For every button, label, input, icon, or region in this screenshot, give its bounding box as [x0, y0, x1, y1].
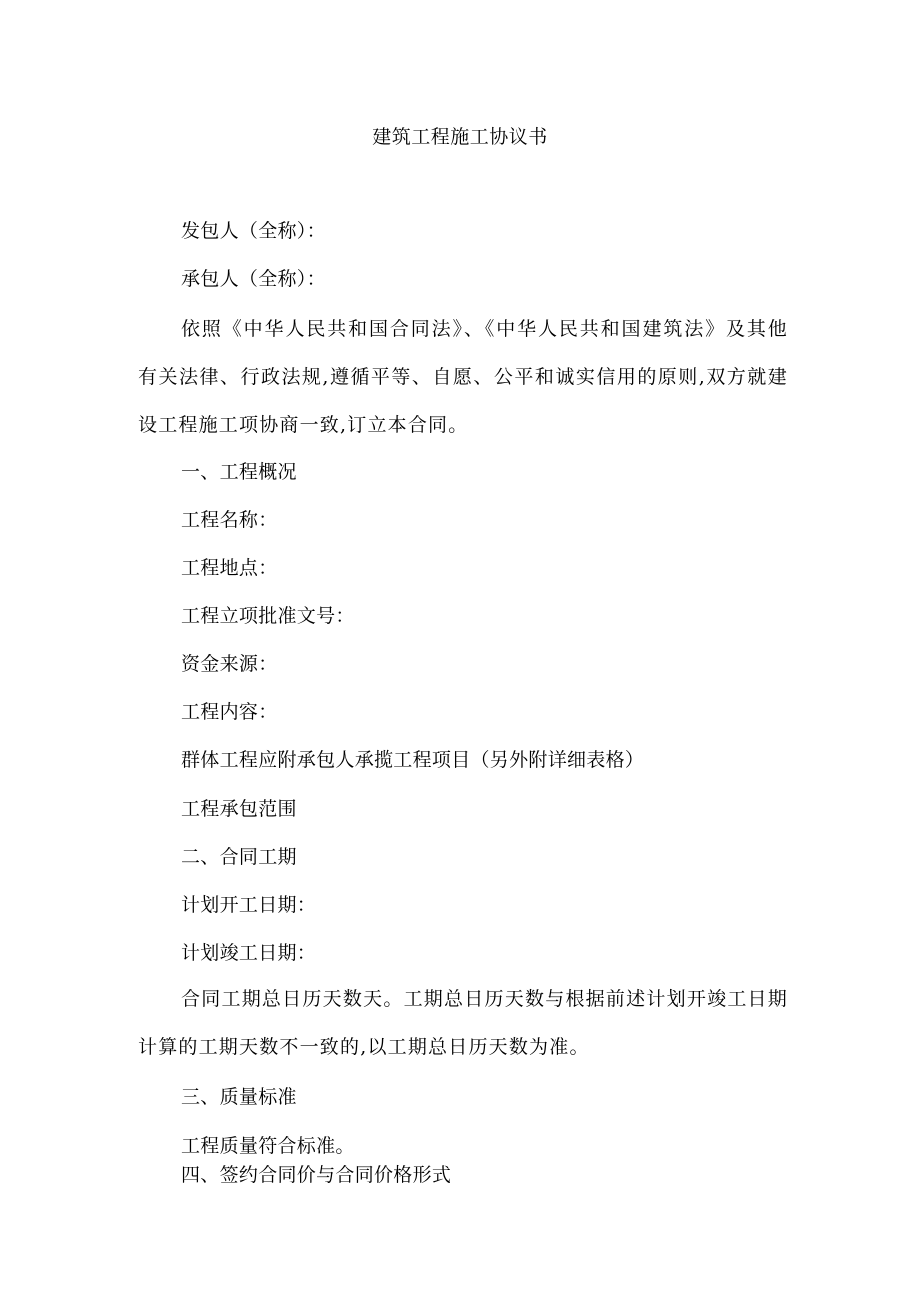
project-content-line: 工程内容：: [181, 701, 278, 723]
project-name-line: 工程名称：: [181, 509, 278, 531]
contract-scope-line: 工程承包范围: [181, 798, 297, 820]
project-location-line: 工程地点：: [181, 557, 278, 579]
section3-heading: 三、质量标准: [181, 1086, 297, 1108]
duration-paragraph: 合同工期总日历天数天。工期总日历天数与根据前述计划开竣工日期计算的工期天数不一致的,以工期总日历天数为准。: [138, 988, 788, 1058]
section1-heading: 一、工程概况: [181, 461, 297, 483]
section4-heading: 四、签约合同价与合同价格形式: [181, 1164, 452, 1186]
project-approval-line: 工程立项批准文号：: [181, 605, 355, 627]
quality-standard-line: 工程质量符合标准。: [181, 1135, 355, 1157]
funding-source-line: 资金来源：: [181, 653, 278, 675]
planned-finish-line: 计划竣工日期：: [181, 942, 317, 964]
employer-line: 发包人（全称）：: [181, 220, 326, 242]
preamble-paragraph: 依照《中华人民共和国合同法》、《中华人民共和国建筑法》及其他有关法律、行政法规,遵循平等、自愿、公平和诚实信用的原则,双方就建设工程施工项协商一致,订立本合同。: [138, 318, 788, 436]
planned-start-line: 计划开工日期：: [181, 894, 317, 916]
section2-heading: 二、合同工期: [181, 846, 297, 868]
document-title: 建筑工程施工协议书: [372, 126, 548, 148]
contractor-line: 承包人（全称）：: [181, 268, 326, 290]
group-project-note: 群体工程应附承包人承揽工程项目（另外附详细表格）: [181, 749, 645, 771]
